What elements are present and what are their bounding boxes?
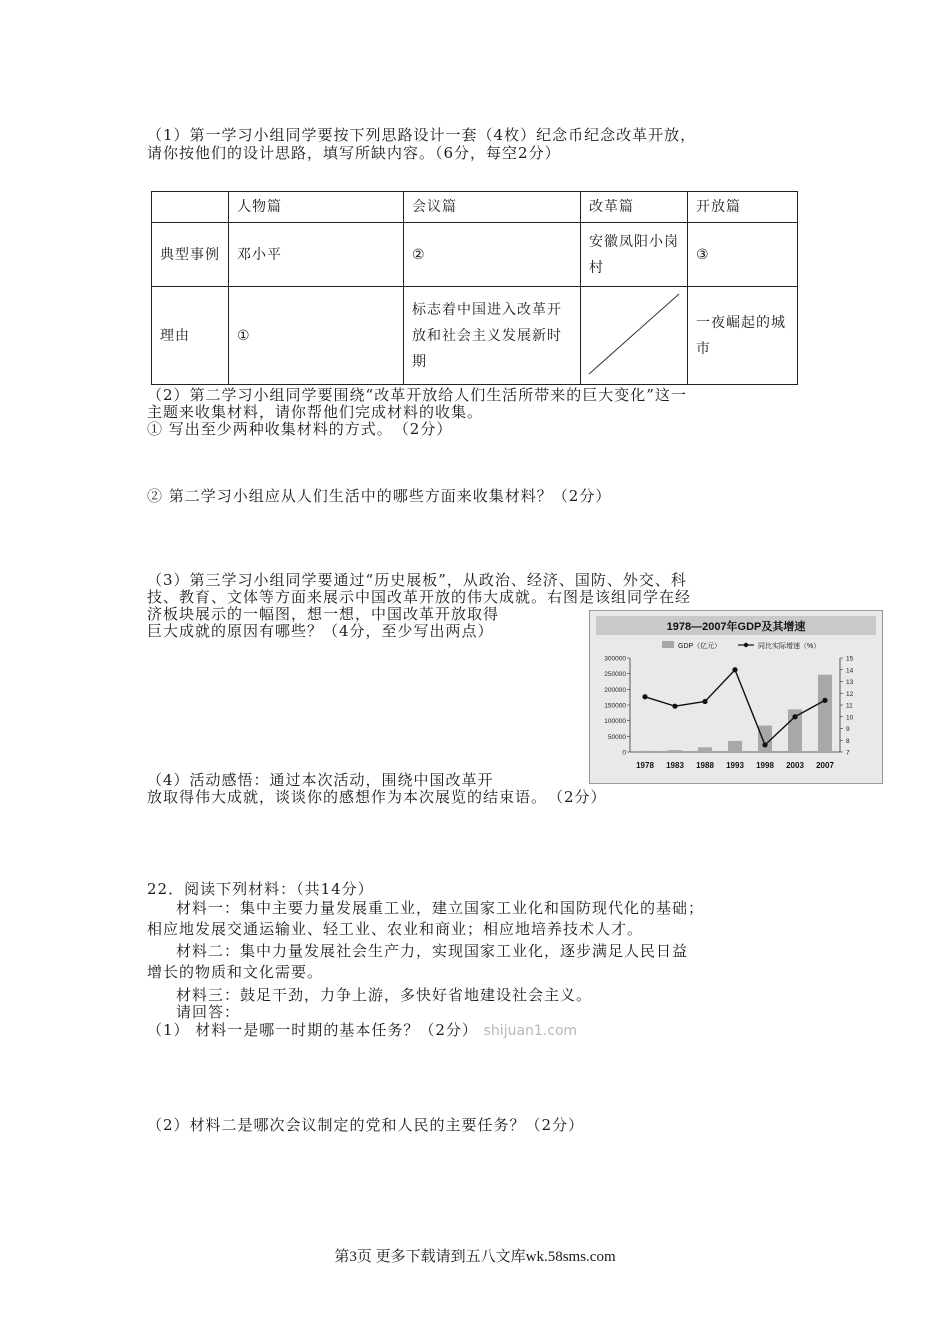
q3-line1: （3）第三学习小组同学要通过“历史展板”，从政治、经济、国防、外交、科 — [147, 571, 687, 589]
growth-point — [732, 667, 737, 672]
y-right-tick-label: 14 — [846, 667, 854, 675]
chart-legend — [662, 641, 820, 650]
page-footer: 第3页 更多下载请到五八文库wk.58sms.com — [334, 1249, 616, 1265]
table-row1-opening[interactable]: ③ — [688, 223, 798, 287]
q22-ask: 请回答： — [176, 1003, 241, 1021]
table-row1-reform: 安徽凤阳小岗村 — [581, 223, 688, 287]
y-left-tick-label: 100000 — [604, 718, 626, 726]
chart-title: 1978—2007年GDP及其增速 — [666, 621, 806, 633]
legend-swatch-gdp — [662, 641, 674, 648]
y-left-tick-label: 50000 — [607, 733, 626, 741]
x-tick-label: 1988 — [696, 761, 714, 770]
table-row2-people[interactable]: ① — [229, 287, 404, 385]
q2-line2: 主题来收集材料，请你帮他们完成材料的收集。 — [147, 403, 484, 421]
x-tick-label: 2007 — [816, 761, 834, 770]
q22-material1-line2: 相应地发展交通运输业、轻工业、农业和商业；相应地培养技术人才。 — [147, 920, 644, 938]
table-header-people: 人物篇 — [229, 192, 404, 223]
table-row1-meeting[interactable]: ② — [404, 223, 581, 287]
q2-sub1: ① 写出至少两种收集材料的方式。 （2分） — [147, 420, 453, 438]
y-right-tick-label: 12 — [846, 690, 854, 698]
gdp-bar — [758, 726, 772, 752]
q22-material3: 材料三：鼓足干劲，力争上游，多快好省地建设社会主义。 — [176, 986, 593, 1004]
table-row2-opening: 一夜崛起的城市 — [688, 287, 798, 385]
y-left-tick-label: 200000 — [604, 686, 626, 694]
q22-title: 22．阅读下列材料：（共14分） — [147, 880, 374, 898]
gdp-bar — [728, 741, 742, 752]
y-right-tick-label: 7 — [846, 749, 850, 757]
growth-point — [672, 704, 677, 709]
x-tick-label: 1978 — [636, 761, 654, 770]
gdp-bar — [668, 750, 682, 752]
q2-sub2: ② 第二学习小组应从人们生活中的哪些方面来收集材料？（2分） — [147, 487, 612, 505]
gdp-bar — [698, 747, 712, 752]
commemorative-coin-table — [151, 191, 798, 385]
y-right-tick-label: 9 — [846, 726, 850, 733]
legend-marker-growth — [744, 643, 748, 647]
q4-line1: （4）活动感悟：通过本次活动，围绕中国改革开 — [147, 771, 494, 789]
table-row1-label: 典型事例 — [152, 223, 229, 287]
q22-sub2: （2）材料二是哪次会议制定的党和人民的主要任务？（2分） — [147, 1116, 585, 1134]
diagonal-strike — [581, 288, 687, 384]
x-tick-label: 1983 — [666, 761, 684, 770]
q3-line4: 巨大成就的原因有哪些？（4分，至少写出两点） — [147, 622, 494, 640]
x-tick-label: 2003 — [786, 761, 804, 770]
q1-line1: （1）第一学习小组同学要按下列思路设计一套（4枚）纪念币纪念改革开放， — [147, 126, 697, 144]
table-header-blank — [152, 192, 229, 223]
y-right-tick-label: 15 — [846, 655, 854, 663]
growth-point — [762, 742, 767, 747]
table-header-reform: 改革篇 — [581, 192, 688, 223]
q22-material2-line1: 材料二：集中力量发展社会生产力，实现国家工业化，逐步满足人民日益 — [176, 942, 689, 960]
table-row2-reform-crossed — [581, 287, 688, 385]
y-left-tick-label: 300000 — [604, 655, 626, 663]
q22-sub1-text: （1） 材料一是哪一时期的基本任务？（2分） — [147, 1021, 478, 1039]
y-right-tick-label: 11 — [846, 702, 853, 710]
table-header-meeting: 会议篇 — [404, 192, 581, 223]
growth-point — [822, 698, 827, 703]
q22-sub1 — [147, 1021, 577, 1040]
x-tick-label: 1993 — [726, 761, 744, 770]
gdp-chart-svg — [590, 611, 882, 783]
y-right-tick-label: 10 — [846, 714, 854, 722]
gdp-bar — [818, 675, 832, 752]
y-left-tick-label: 0 — [622, 749, 626, 757]
y-left-tick-label: 150000 — [604, 702, 626, 710]
table-header-opening: 开放篇 — [688, 192, 798, 223]
legend-label-gdp: GDP（亿元） — [678, 643, 722, 650]
q3-line3: 济板块展示的一幅图，想一想，中国改革开放取得 — [147, 605, 500, 623]
growth-point — [702, 699, 707, 704]
q22-material1-line1: 材料一：集中主要力量发展重工业，建立国家工业化和国防现代化的基础； — [176, 899, 705, 917]
gdp-chart — [589, 610, 883, 784]
y-right-tick-label: 8 — [846, 737, 850, 745]
table-row2-label: 理由 — [152, 287, 229, 385]
y-right-tick-label: 13 — [846, 679, 854, 686]
x-tick-label: 1998 — [756, 761, 774, 770]
q2-line1: （2）第二学习小组同学要围绕“改革开放给人们生活所带来的巨大变化”这一 — [147, 386, 687, 404]
growth-point — [642, 694, 647, 699]
table-row2-meeting: 标志着中国进入改革开放和社会主义发展新时期 — [404, 287, 581, 385]
y-left-tick-label: 250000 — [604, 671, 626, 679]
gdp-bar — [638, 751, 652, 752]
q22-material2-line2: 增长的物质和文化需要。 — [147, 963, 324, 981]
q4-line2: 放取得伟大成就，谈谈你的感想作为本次展览的结束语。 （2分） — [147, 788, 607, 806]
table-row1-people: 邓小平 — [229, 223, 404, 287]
growth-point — [792, 714, 797, 719]
q1-line2: 请你按他们的设计思路，填写所缺内容。（6分，每空2分） — [147, 144, 561, 162]
legend-label-growth: 同比实际增速（%） — [758, 643, 821, 650]
watermark: shijuan1.com — [483, 1023, 578, 1039]
q3-line2: 技、教育、文体等方面来展示中国改革开放的伟大成就。右图是该组同学在经 — [147, 588, 692, 606]
